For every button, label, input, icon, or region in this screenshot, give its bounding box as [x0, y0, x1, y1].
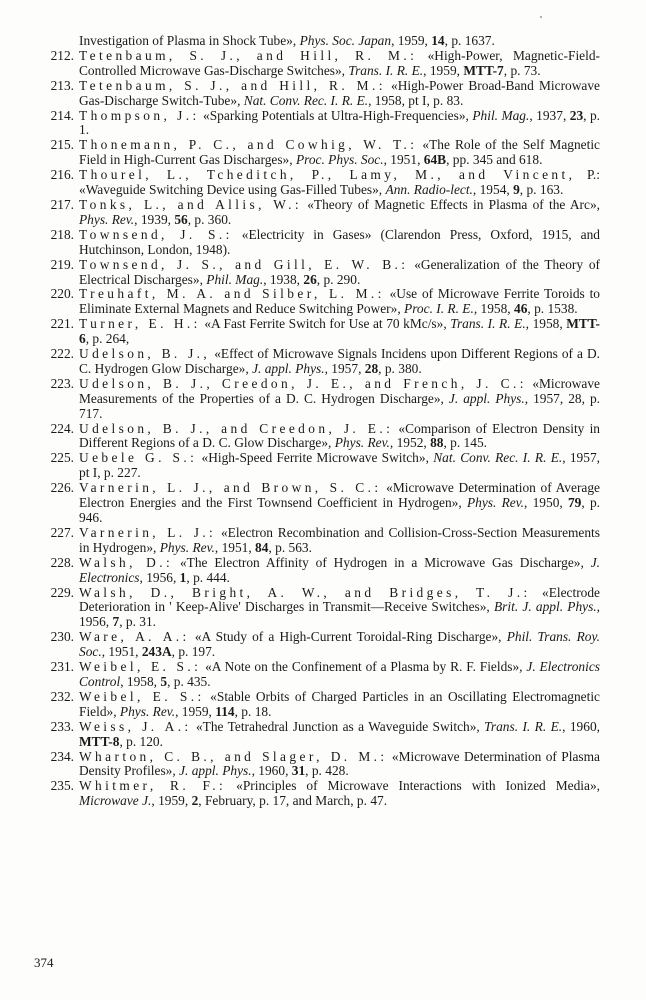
reference-volume: 84 [255, 539, 269, 555]
reference-entry [34, 109, 600, 139]
reference-journal: Phil. Mag. [206, 271, 264, 287]
reference-title: «Microwave Measurements of the Properties of a D. C. Hydrogen Discharge», [79, 375, 600, 406]
reference-journal: Proc. Phys. Soc. [295, 152, 384, 168]
reference-number: 221. [50, 316, 74, 332]
reference-volume: 28 [364, 360, 379, 376]
reference-year: , 1959, [423, 62, 464, 78]
reference-list [34, 34, 600, 809]
reference-number: 215. [50, 137, 74, 153]
reference-pages: , p. 290. [316, 271, 361, 287]
reference-authors: Udelson, B. J., [79, 346, 211, 362]
reference-year: , 1958, [473, 301, 514, 317]
reference-pages: , p. 264, [85, 331, 130, 347]
reference-year: , 1939, [134, 211, 175, 227]
reference-title: «Sparking Potentials at Ultra-High-Frequencies», [199, 107, 473, 123]
reference-number: 224. [50, 420, 74, 436]
reference-entry [34, 258, 600, 288]
reference-volume: 79 [567, 495, 582, 511]
reference-year: , 1951, [214, 539, 256, 555]
reference-authors: Townsend, J. S., and Gill, E. W. B.: [79, 256, 409, 272]
reference-authors: Varnerin, L. J., and Brown, S. C.: [79, 480, 382, 496]
reference-journal: Microwave J. [79, 793, 152, 809]
reference-year: , 1960, [251, 763, 292, 779]
reference-authors: Ware, A. A.: [79, 629, 190, 645]
reference-title: «A Note on the Confinement of a Plasma by R. F. Fields», [201, 659, 527, 675]
reference-number: 231. [50, 659, 74, 675]
reference-entry [34, 422, 600, 452]
reference-title: «Electron Recombination and Collision-Cross-Section Measurements in Hydrogen», [79, 524, 600, 555]
reference-number: 219. [50, 256, 74, 272]
reference-year: , 1956, [79, 599, 600, 630]
reference-journal: Phys. Rev. [119, 703, 176, 719]
reference-journal: Brit. J. appl. Phys. [494, 599, 597, 615]
reference-journal: Phys. Rev. [334, 435, 390, 451]
reference-pages: , p. 1. [79, 107, 600, 138]
reference-volume: 56 [174, 211, 188, 227]
reference-entry [34, 586, 600, 631]
reference-entry [34, 198, 600, 228]
reference-number: 213. [50, 77, 74, 93]
reference-title: «Theory of Magnetic Effects in Plasma of the Arc», [301, 196, 600, 212]
reference-volume: MTT-7 [463, 62, 504, 78]
reference-entry [34, 630, 600, 660]
reference-pages: , p. 946. [79, 495, 600, 525]
reference-volume: 88 [430, 435, 444, 451]
reference-title: «Electricity in Gases» (Clarendon Press, Oxford, 1915, and Hutchinson, London, 1948). [79, 226, 600, 257]
reference-entry [34, 720, 600, 750]
reference-title: «Principles of Microwave Interactions with Ionized Media», [226, 778, 600, 794]
reference-entry [34, 377, 600, 422]
reference-year: , 1958, pt I, p. 83. [368, 92, 464, 108]
reference-number: 220. [50, 286, 74, 302]
reference-number: 222. [50, 346, 74, 362]
reference-volume: 5 [160, 673, 168, 689]
reference-volume: 1 [179, 569, 187, 585]
reference-volume: 9 [513, 182, 520, 198]
reference-title: «Electrode Deterioration in ' Keep-Alive' Discharges in Transmit—Receive Switches», [79, 584, 600, 615]
reference-authors: Turner, E. H.: [79, 316, 201, 332]
reference-authors: Walsh, D., Bright, A. W., and Bridges, T. J.: [79, 584, 531, 600]
reference-pages: , p. 444. [186, 569, 230, 585]
reference-title: «A Fast Ferrite Switch for Use at 70 kMc/s», [200, 316, 451, 332]
reference-entry [34, 750, 600, 780]
reference-authors: Townsend, J. S.: [79, 226, 233, 242]
reference-entry [34, 168, 600, 198]
reference-volume: 64B [423, 152, 447, 168]
reference-volume: 26 [303, 271, 317, 287]
reference-authors: Uebele G. S.: [79, 450, 198, 466]
reference-entry [34, 138, 600, 168]
reference-entries [34, 49, 600, 809]
reference-entry [34, 556, 600, 586]
reference-pages: , p. 380. [378, 360, 422, 376]
reference-title: «Effect of Microwave Signals Incidens upon Different Regions of a D. C. Hydrogen Glow Discharge», [79, 346, 600, 376]
reference-year: , 1958, [525, 316, 567, 332]
reference-volume: MTT-6 [79, 316, 601, 347]
reference-authors: Weibel, E. S.: [79, 688, 205, 704]
reference-title: «Microwave Determination of Plasma Density Profiles», [79, 748, 600, 779]
reference-year: , 1951, [383, 152, 424, 168]
reference-number: 214. [50, 107, 74, 123]
reference-journal: Trans. I. R. E. [450, 316, 526, 332]
reference-journal: Phil. Trans. Roy. Soc. [79, 629, 601, 660]
reference-year: , 1957, 28, p. 717. [79, 390, 600, 421]
reference-year: , 1954, [472, 182, 514, 198]
reference-number: 233. [50, 718, 74, 734]
reference-journal: Phys. Rev. [159, 539, 215, 555]
reference-number: 225. [50, 450, 74, 466]
reference-title: «Generalization of the Theory of Electrical Discharges», [79, 256, 600, 287]
reference-journal: Phil. Mag. [472, 107, 530, 123]
reference-authors: Tonks, L., and Allis, W.: [79, 196, 302, 212]
reference-pages: , p. 163. [519, 182, 564, 198]
reference-title: «High-Speed Ferrite Microwave Switch», [197, 450, 434, 466]
reference-year: , 1957, pt I, p. 227. [79, 450, 600, 481]
reference-title: «The Electron Affinity of Hydrogen in a Microwave Gas Discharge», [173, 554, 591, 570]
reference-journal: Nat. Conv. Rec. I. R. E. [243, 92, 369, 108]
reference-journal: J. appl. Phys. [179, 763, 252, 779]
reference-title: «A Study of a High-Current Toroidal-Ring Discharge», [189, 629, 507, 645]
reference-volume: 7 [112, 614, 120, 630]
reference-title: «High-Power, Magnetic-Field-Controlled Microwave Gas-Discharge Switches», [79, 47, 600, 78]
reference-title: «Comparison of Electron Density in Different Regions of a D. C. Glow Discharge», [79, 420, 600, 451]
reference-entry [34, 690, 600, 720]
reference-volume: 23 [569, 107, 584, 123]
reference-pages: , p. 145. [443, 435, 487, 451]
reference-authors: Weiss, J. A.: [79, 718, 192, 734]
reference-title: «High-Power Broad-Band Microwave Gas-Discharge Switch-Tube», [79, 77, 600, 108]
reference-volume: 31 [291, 763, 306, 779]
reference-volume: MTT-8 [79, 733, 120, 749]
reference-continuation: Investigation of Plasma in Shock Tube», Phys. Soc. Japan, 1959, 14, p. 1637. [79, 33, 495, 48]
reference-number: 234. [50, 748, 74, 764]
reference-pages: , p. 428. [305, 763, 349, 779]
reference-year: , 1938, [263, 271, 304, 287]
reference-title: «The Tetrahedral Junction as a Waveguide Switch», [191, 718, 485, 734]
reference-authors: Wharton, C. B., and Slager, D. M.: [79, 748, 388, 764]
reference-authors: Varnerin, L. J.: [79, 524, 217, 540]
reference-number: 228. [50, 554, 74, 570]
reference-authors: Thourel, L., Tcheditch, P., Lamy, M., and Vincent, [79, 167, 576, 183]
reference-journal: J. Electronics [79, 554, 600, 585]
reference-entry [34, 779, 600, 809]
reference-volume: 46 [514, 301, 528, 317]
reference-entry [34, 526, 600, 556]
reference-journal: Phys. Rev. [466, 495, 525, 511]
reference-year: , 1957, [324, 360, 365, 376]
reference-entry [34, 317, 600, 347]
reference-volume: 2 [191, 793, 199, 809]
reference-number: 226. [50, 480, 74, 496]
reference-title: P.: «Waveguide Switching Device using Gas-Filled Tubes», [79, 167, 600, 198]
reference-entry [34, 481, 600, 526]
reference-volume: 243A [141, 644, 172, 660]
reference-number: 223. [50, 375, 74, 391]
reference-entry [34, 347, 600, 377]
reference-title: «The Role of the Self Magnetic Field in High-Current Gas Discharges», [79, 137, 601, 168]
reference-pages: , p. 31. [119, 614, 157, 630]
reference-authors: Tetenbaum, S. J., and Hill, R. M.: [79, 77, 386, 93]
reference-authors: Udelson, B. J., Creedon, J. E., and French, J. C.: [79, 375, 527, 391]
reference-authors: Weibel, E. S.: [79, 659, 202, 675]
reference-number: 227. [50, 524, 74, 540]
reference-authors: Thonemann, P. C., and Cowhig, W. T.: [79, 137, 418, 153]
reference-year: , 1937, [529, 107, 570, 123]
reference-title: «Stable Orbits of Charged Particles in an Oscillating Electromagnetic Field», [79, 688, 600, 719]
reference-year: , 1951, [101, 644, 142, 660]
reference-year: , 1956, [139, 569, 180, 585]
reference-pages: , p. 435. [167, 673, 211, 689]
reference-entry [34, 451, 600, 481]
reference-authors: Thompson, J.: [79, 107, 200, 123]
reference-journal: J. appl. Phys. [252, 360, 325, 376]
reference-number: 217. [50, 196, 74, 212]
reference-year: , 1960, [562, 718, 600, 734]
reference-journal: Trans. I. R. E. [348, 62, 424, 78]
reference-pages: , p. 563. [268, 539, 312, 555]
reference-year: , 1959, [151, 793, 192, 809]
reference-journal: Trans. I. R. E. [484, 718, 563, 734]
reference-pages: , pp. 345 and 618. [446, 152, 543, 168]
reference-year: , 1952, [389, 435, 431, 451]
reference-number: 230. [50, 629, 74, 645]
reference-authors: Walsh, D.: [79, 554, 174, 570]
reference-number: 218. [50, 226, 74, 242]
reference-pages: , February, p. 17, and March, p. 47. [198, 793, 388, 809]
reference-entry [34, 660, 600, 690]
reference-pages: , p. 73. [503, 62, 541, 78]
reference-journal: Phys. Rev. [79, 211, 135, 227]
reference-entry [34, 228, 600, 258]
page-number: 374 [34, 955, 54, 970]
reference-journal: Proc. I. R. E. [404, 301, 474, 317]
reference-pages: , p. 1538. [527, 301, 578, 317]
reference-number: 232. [50, 688, 74, 704]
reference-pages: , p. 120. [119, 733, 163, 749]
reference-entry [34, 79, 600, 109]
reference-number: 235. [50, 778, 74, 794]
speck [540, 16, 542, 18]
reference-entry [34, 49, 600, 79]
reference-pages: , p. 360. [187, 211, 232, 227]
reference-pages: , p. 197. [171, 644, 216, 660]
reference-authors: Whitmer, R. F.: [79, 778, 227, 794]
reference-title: «Microwave Determination of Average Electron Energies and the First Townsend Coefficient in Hydrogen», [79, 480, 600, 511]
reference-year: , 1959, [175, 703, 216, 719]
reference-journal: J. Electronics Control [79, 659, 600, 689]
reference-title: «Use of Microwave Ferrite Toroids to Eliminate External Magnets and Reduce Switching Power», [79, 286, 600, 317]
reference-authors: Tetenbaum, S. J., and Hill, R. M.: [79, 47, 418, 63]
reference-number: 212. [50, 47, 74, 63]
reference-year: , 1950, [524, 495, 568, 511]
reference-entry [34, 287, 600, 317]
reference-year: , 1958, [120, 673, 161, 689]
reference-journal: Nat. Conv. Rec. I. R. E. [433, 450, 563, 466]
reference-pages: , p. 18. [234, 703, 272, 719]
reference-number: 216. [50, 167, 74, 183]
reference-journal: J. appl. Phys. [448, 390, 525, 406]
reference-authors: Treuhaft, M. A. and Silber, L. M.: [79, 286, 385, 302]
reference-journal: Ann. Radio-lect. [385, 182, 473, 198]
reference-authors: Udelson, B. J., and Creedon, J. E.: [79, 420, 394, 436]
reference-number: 229. [50, 584, 74, 600]
reference-volume: 114 [215, 703, 235, 719]
